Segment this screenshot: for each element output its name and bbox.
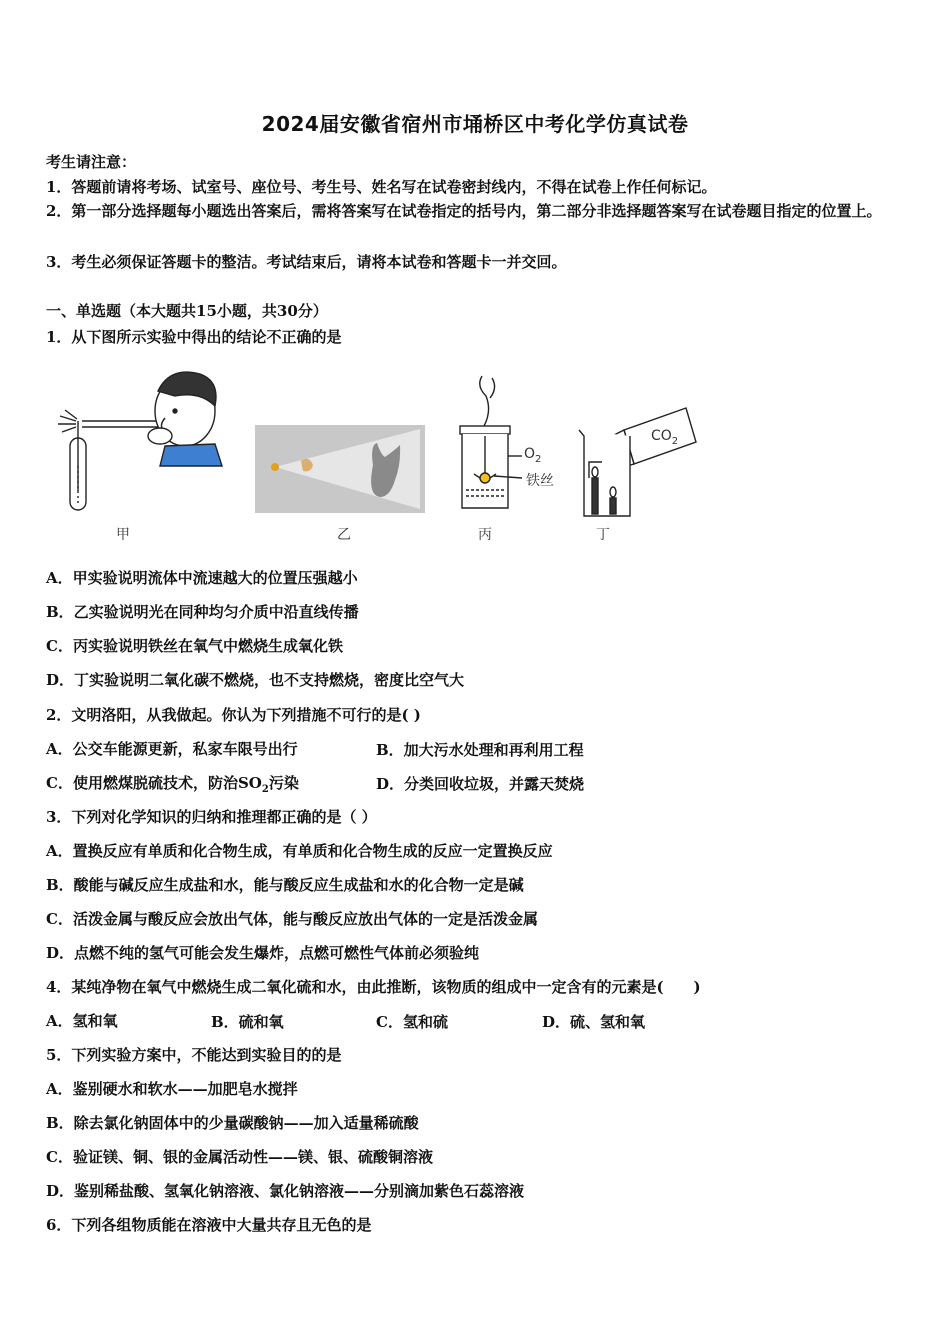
- figure-bing-iron-burning-experiment: [452, 366, 572, 516]
- q1-option-d: D．丁实验说明二氧化碳不燃烧，也不支持燃烧，密度比空气大: [46, 671, 465, 689]
- notice-item-3: 3．考生必须保证答题卡的整洁。考试结束后，请将本试卷和答题卡一并交回。: [46, 253, 567, 271]
- q5-option-b: B．除去氯化钠固体中的少量碳酸钠——加入适量稀硫酸: [46, 1114, 419, 1132]
- q2-option-c: C．使用燃煤脱硫技术，防治$SO_2$污染: [46, 774, 299, 795]
- figure-yi-shadow-experiment: [255, 425, 425, 513]
- q2-option-a: A．公交车能源更新，私家车限号出行: [46, 740, 298, 758]
- q3-option-d: D．点燃不纯的氢气可能会发生爆炸，点燃可燃性气体前必须验纯: [46, 944, 480, 962]
- question-1-stem: 1．从下图所示实验中得出的结论不正确的是: [46, 328, 342, 346]
- question-6-stem: 6．下列各组物质能在溶液中大量共存且无色的是: [46, 1216, 372, 1234]
- q1-option-c: C．丙实验说明铁丝在氧气中燃烧生成氧化铁: [46, 637, 343, 655]
- figure-label-jia: 甲: [116, 527, 130, 543]
- figure-label-bing: 丙: [478, 527, 492, 543]
- q5-option-d: D．鉴别稀盐酸、氢氧化钠溶液、氯化钠溶液——分别滴加紫色石蕊溶液: [46, 1182, 525, 1200]
- q4-option-a: A．氢和氧: [46, 1012, 118, 1030]
- q4-option-d: D．硫、氢和氧: [542, 1013, 646, 1031]
- q2-option-b: B．加大污水处理和再利用工程: [376, 741, 584, 759]
- q4-option-c: C．氢和硫: [376, 1013, 448, 1031]
- question-3-stem: 3．下列对化学知识的归纳和推理都正确的是（ ）: [46, 808, 377, 826]
- q4-option-b: B．硫和氧: [211, 1013, 284, 1031]
- question-4-stem: 4．某纯净物在氧气中燃烧生成二氧化硫和水，由此推断，该物质的组成中一定含有的元素是( ): [46, 978, 701, 996]
- figure-jia-blowing-experiment: [50, 366, 230, 516]
- figure-label-ding: 丁: [596, 527, 610, 543]
- notice-heading: 考生请注意：: [46, 153, 137, 171]
- q3-option-a: A．置换反应有单质和化合物生成，有单质和化合物生成的反应一定置换反应: [46, 842, 553, 860]
- figure-ding-co2-candle-experiment: [574, 402, 704, 518]
- q1-option-b: B．乙实验说明光在同种均匀介质中沿直线传播: [46, 603, 359, 621]
- label-co2: $CO_2$: [651, 428, 679, 447]
- q5-option-c: C．验证镁、铜、银的金属活动性——镁、银、硫酸铜溶液: [46, 1148, 433, 1166]
- section-heading: 一、单选题（本大题共15小题，共30分）: [46, 302, 328, 320]
- q1-option-a: A．甲实验说明流体中流速越大的位置压强越小: [46, 569, 358, 587]
- notice-item-2: 2．第一部分选择题每小题选出答案后，需将答案写在试卷指定的括号内，第二部分非选择题答案写在试卷题目指定的位置上。: [46, 202, 882, 220]
- page-title: 2024届安徽省宿州市埇桥区中考化学仿真试卷: [261, 112, 689, 136]
- q2-option-d: D．分类回收垃圾，并露天焚烧: [376, 775, 585, 793]
- label-iron-wire: 铁丝: [526, 473, 554, 489]
- label-oxygen: $O_2$: [524, 446, 542, 465]
- question-2-stem: 2．文明洛阳，从我做起。你认为下列措施不可行的是( ): [46, 706, 421, 724]
- question-5-stem: 5．下列实验方案中，不能达到实验目的的是: [46, 1046, 342, 1064]
- q5-option-a: A．鉴别硬水和软水——加肥皂水搅拌: [46, 1080, 298, 1098]
- q3-option-b: B．酸能与碱反应生成盐和水，能与酸反应生成盐和水的化合物一定是碱: [46, 876, 524, 894]
- notice-item-1: 1．答题前请将考场、试室号、座位号、考生号、姓名写在试卷密封线内，不得在试卷上作任何标记。: [46, 178, 717, 196]
- q3-option-c: C．活泼金属与酸反应会放出气体，能与酸反应放出气体的一定是活泼金属: [46, 910, 538, 928]
- figure-label-yi: 乙: [337, 527, 351, 543]
